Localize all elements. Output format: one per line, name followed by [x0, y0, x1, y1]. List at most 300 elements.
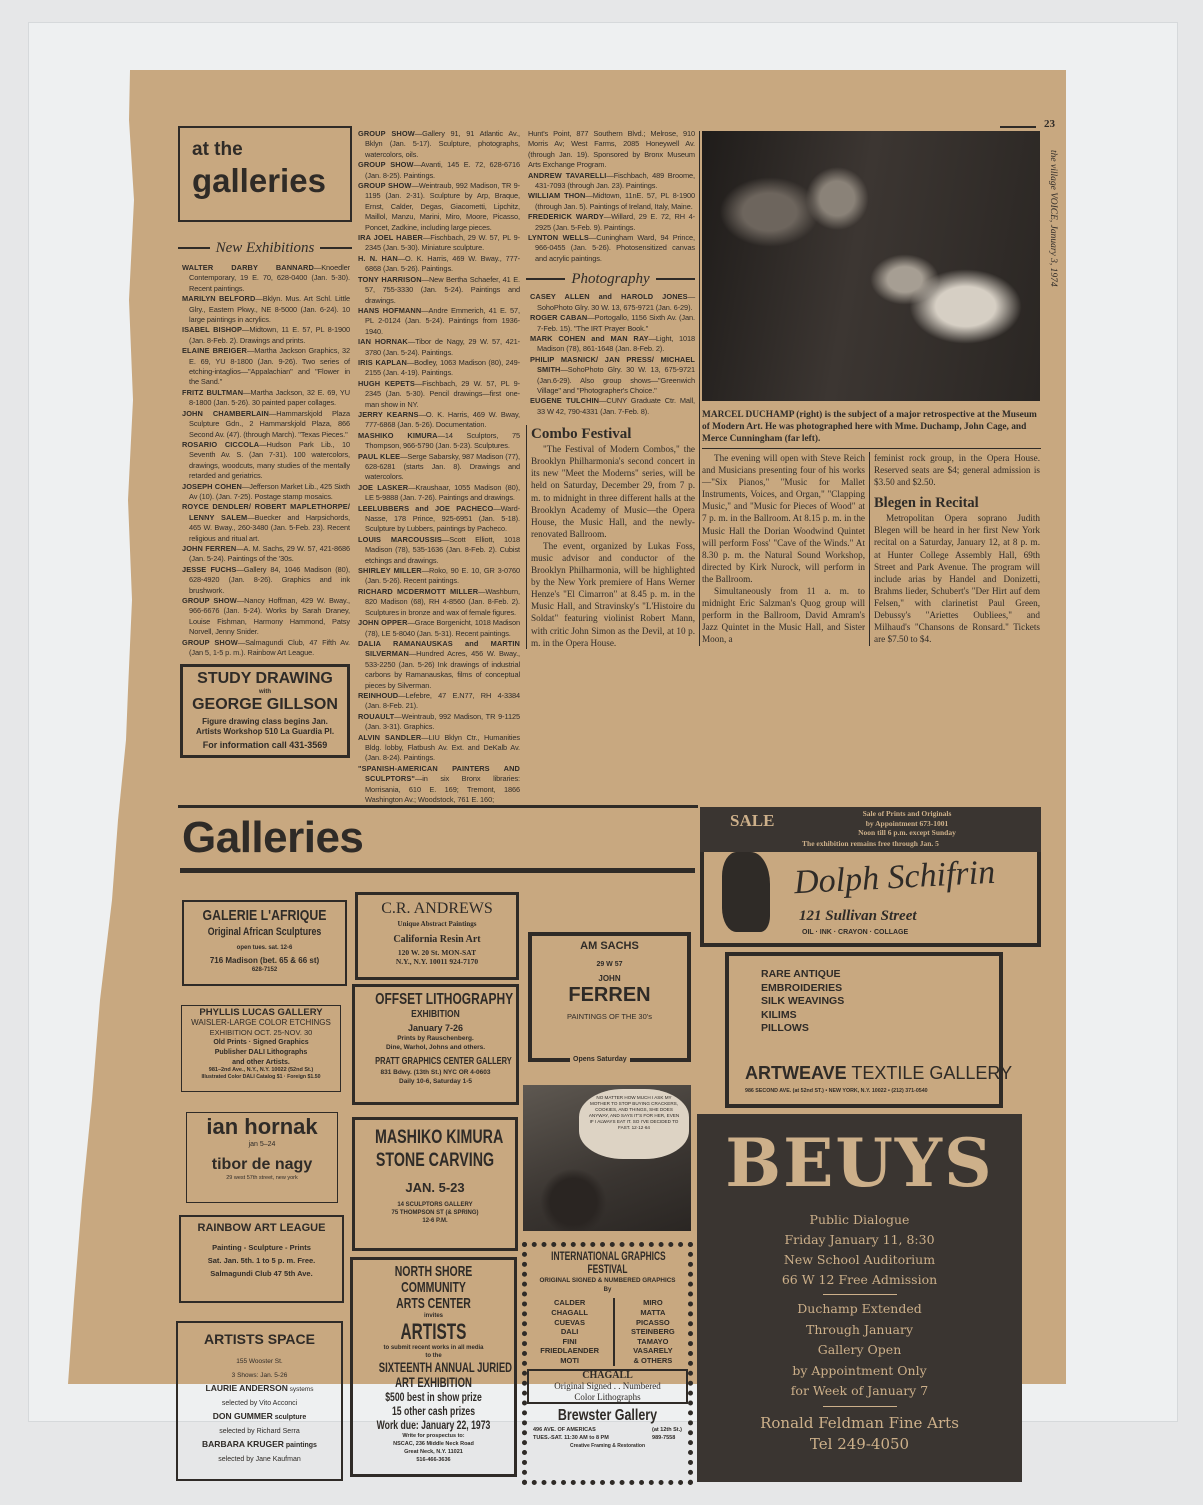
ad-text: by Appointment Only [792, 1362, 927, 1378]
ad-text: systems [289, 1386, 314, 1394]
ad-text: PAINTINGS OF THE 30's [567, 1012, 652, 1022]
ad-text: 3 Shows: Jan. 5-26 [231, 1371, 288, 1379]
ad-text: ART EXHIBITION [395, 1374, 472, 1391]
listing-entry [530, 355, 695, 397]
listing-artist: DALIA RAMANAUSKAS and MARTIN SILVERMAN [358, 638, 520, 659]
listing-detail: —Hundred Acres, 456 W. Bway., 533-2250 (Jan. 5-26) Ink drawings of industrial carbons by Ramanauskas, films of conceptual pieces by Silverman. [365, 649, 520, 690]
listing-detail: —Hudson Park Lib., 10 Seventh Av. S. (Jan 7-31). 100 watercolors, drawings, woodcuts, many studies of the mentally retarded and geriatrics. [189, 439, 350, 481]
listing-detail: —Jefferson Market Lib., 425 Sixth Av (10). (Jan. 7-25). Postage stamp mosaics. [189, 481, 350, 501]
listing-artist: TONY HARRISON [358, 274, 422, 284]
listing-detail: —Andre Emmerich, 41 E. 57, PL 2-0124 (Jan. 5-24). Paintings from 1936-1940. [365, 305, 520, 336]
ad-address: 121 Sullivan Street [799, 908, 917, 925]
artist-name: CUEVAS [554, 1317, 585, 1327]
ad-signature: Dolph Schifrin [793, 854, 996, 902]
listing-detail: —Light, 1018 Madison (78), 861-1648 (Jan. 8-Feb. 2). [537, 333, 696, 354]
ad-phone: 628-7152 [251, 967, 278, 974]
chagall-box [527, 1369, 688, 1405]
listing-detail: —Midtown, 11 E. 57, PL 8-1900 (Jan. 8-Feb. 2). Drawings and prints. [189, 325, 350, 345]
artist-name: MATTA [640, 1308, 666, 1317]
ad-title: FERREN [568, 984, 651, 1007]
listing-entry [358, 129, 520, 160]
listing-detail: —Gallery 84, 1046 Madison (80), 628-4920 (Jan. 8-26). Graphics and ink brushwork. [189, 564, 351, 595]
ad-text: selected by Richard Serra [219, 1427, 300, 1435]
ad-address: 29 west 57th street, new york [226, 1175, 298, 1182]
listing-artist: LOUIS MARCOUSSIS [358, 534, 442, 544]
divider [823, 1406, 897, 1407]
listing-artist: H. N. HAN [358, 253, 398, 263]
ad-text: jan 5–24 [248, 1141, 276, 1149]
ad-text: FESTIVAL [587, 1262, 628, 1277]
listing-entry [182, 482, 350, 503]
ad-address: 120 W. 20 St. MON-SAT [397, 948, 477, 958]
column-header-line1: at the [192, 139, 243, 160]
listing-detail: —Martha Jackson, 32 E. 69, YU 8-1800 (Jan. 5-26). 30 painted paper collages. [189, 387, 350, 408]
ad-gallery: Ronald Feldman Fine Arts [760, 1413, 959, 1432]
ad-artist: DON GUMMER [212, 1411, 273, 1422]
ad-title: BEUYS [725, 1124, 994, 1203]
listing-detail: —Gallery 91, 91 Atlantic Av., Bklyn (Jan. 5-17). Sculpture, photographs, watercolors, oils. [365, 129, 520, 159]
ad-text: Public Dialogue [809, 1212, 910, 1228]
article-headline: Combo Festival [531, 426, 632, 443]
column-header-box [178, 126, 352, 222]
listing-entry [358, 733, 520, 764]
listing-detail: —Midtown, 11nE. 57, PL 8-1900 (through Jan. 5). Paintings of Ireland, Italy, Maine. [535, 191, 695, 211]
listing-detail: —A. M. Sachs, 29 W. 57, 421-8686 (Jan. 5-24). Paintings of the '30s. [189, 543, 350, 564]
listing-detail: —Nancy Hoffman, 429 W. Bway., 966-6676 (Jan. 5-24). Works by Sarah Draney, Louise Fishman, Harmony Hammond, Patsy Norvell, Jenny Snider. [189, 596, 350, 637]
ad-title: ian hornak [206, 1114, 318, 1140]
listing-detail: —Knoedler Contemporary, 19 E. 70, 628-0400 (Jan. 5-30). Recent paintings. [189, 263, 350, 293]
ad-phyllis-lucas [181, 1005, 341, 1092]
section-photography [526, 270, 695, 288]
right-column [699, 131, 1041, 646]
ad-text: SIXTEENTH ANNUAL JURIED [378, 1359, 513, 1376]
artist-list [540, 1298, 615, 1365]
ad-phone: N.Y., N.Y. 10011 924-7170 [395, 957, 479, 967]
thought-bubble [579, 1089, 689, 1159]
listing-artist: ISABEL BISHOP [182, 325, 243, 335]
ad-text: NSCAC, 236 Middle Neck Road [393, 1441, 474, 1448]
listing-entry [528, 171, 695, 192]
listings-photography [526, 292, 695, 417]
ad-text: TUES.-SAT. 11:30 AM to 8 PM [533, 1435, 609, 1442]
study-drawing-ad [180, 664, 350, 758]
listing-detail: —SohoPhoto Glry. 30 W. 13, 675-9721 (Jan.6-29). Also group shows—"Greenwich Village" and "Photographer's Choice." [537, 365, 695, 395]
listing-artist: HUGH KEPETS [358, 378, 415, 388]
listing-entry [182, 388, 350, 409]
listing-entry [358, 452, 520, 483]
listing-artist: GROUP SHOW [358, 160, 414, 170]
article-paragraph: "The Festival of Modern Combos," the Brooklyn Philharmonia's second concert in its new "Meet the Moderns" series, will be held on Saturday, December 29, from 7 p. m. to midnight in three different halls at the Brooklyn Academy of Music—the Opera House, the Music Hall, and the newly-renovated Ballroom. [531, 444, 695, 539]
ad-artist: JOHN [598, 974, 621, 984]
listing-artist: "SPANISH-AMERICAN PAINTERS AND SCULPTORS" [358, 763, 520, 784]
ad-title: STONE CARVING [375, 1150, 495, 1172]
ad-text: ARTS CENTER [396, 1295, 471, 1313]
listing-detail: —Serge Sabarsky, 987 Madison (77), 628-6281 (starts Jan. 8). Drawings and watercolors. [365, 451, 520, 482]
listing-artist: ANDREW TAVARELLI [528, 170, 607, 180]
artist-name: CHAGALL [551, 1308, 588, 1317]
ad-text: Gallery Open [817, 1342, 902, 1358]
ad-phone: For information call 431-3569 [202, 740, 328, 751]
listing-artist: PAUL KLEE [358, 451, 401, 461]
ad-gallery: tibor de nagy [211, 1156, 313, 1174]
artist-list [631, 1298, 675, 1365]
article-paragraph: The evening will open with Steve Reich and Musicians presenting four of his works—"Six Pianos," "Music for Mallet Instruments, Voices, and Organ," "Clapping Music," and "Music for Pieces of Wood" at 7 p. m. in the Ballroom. At 8.15 p. m. in the Music Hall the Dorian Woodwind Quintet will perform Foss' "Cave of the Winds." At 8.30 p. m. the Natural Sound Workshop, directed by Kirk Nurock, will perform in the Ballroom. [702, 453, 865, 584]
listing-entry [358, 233, 520, 254]
ad-address: 75 THOMPSON ST (& SPRING) [391, 1210, 479, 1217]
ad-gallery: AM SACHS [576, 940, 643, 953]
ad-text: 15 other cash prizes [391, 1404, 476, 1419]
ad-title: MASHIKO KIMURA [375, 1127, 504, 1149]
listing-detail: —Bklyn. Mus. Art Schl. Little Glry., Eastern Pkwy., NE 8-5000 (Jan. 6-24). 10 large paintings in acrylics. [189, 294, 350, 325]
ad-text: (at 12th St.) [652, 1427, 682, 1434]
ad-artist: LAURIE ANDERSON [205, 1383, 288, 1394]
right-column-article [870, 452, 1040, 646]
galleries-heading: Galleries [182, 813, 364, 863]
listing-entry [530, 313, 695, 334]
ad-text: EXHIBITION OCT. 25-NOV. 30 [209, 1028, 313, 1038]
ad-cr-andrews [355, 892, 519, 980]
listing-artist: JOHN CHAMBERLAIN [182, 408, 269, 418]
ad-north-shore [350, 1257, 517, 1477]
artist-name: FINI [562, 1336, 577, 1346]
ad-artweave [725, 952, 1013, 1108]
listing-entry [528, 212, 695, 233]
fasting-photo [523, 1085, 691, 1231]
combo-festival-article [526, 425, 695, 649]
article-paragraph: feminist rock group, in the Opera House. Reserved seats are $4; general admission is $3.50 and $2.50. [874, 453, 1040, 488]
listing-artist: IRIS KAPLAN [358, 357, 407, 367]
ad-text: paintings [285, 1442, 317, 1450]
ad-text: NORTH SHORE [394, 1263, 473, 1281]
duchamp-photo [702, 131, 1040, 401]
listing-entry [182, 409, 350, 440]
listing-artist: MARK COHEN and MAN RAY [530, 333, 649, 343]
section-rule [178, 805, 698, 808]
ad-text: 989-7558 [652, 1435, 676, 1442]
ad-text: Figure drawing class begins Jan. [202, 717, 328, 727]
artist-name: CALDER [553, 1298, 586, 1308]
listing-entry [358, 566, 520, 587]
listing-artist: HANS HOFMANN [358, 305, 422, 315]
ad-address: 29 W 57 [596, 961, 623, 969]
listing-detail: —SohoPhoto Glry. 30 W. 13, 675-9721 (Jan. 6-29). [537, 292, 695, 312]
listing-entry [358, 504, 520, 535]
ad-text: Old Prints · Signed Graphics [213, 1039, 309, 1047]
ad-title: C.R. ANDREWS [381, 900, 493, 918]
ad-text: 12-6 P.M. [422, 1218, 448, 1225]
listing-artist: JOHN FERREN [182, 543, 237, 553]
ad-text: EXHIBITION [411, 1009, 460, 1021]
ad-text: to submit recent works in all media [383, 1345, 484, 1352]
listing-artist: FREDERICK WARDY [528, 212, 604, 222]
publication-line: the village VOICE, January 3, 1974 [1048, 150, 1058, 287]
artist-name: TAMAYO [637, 1336, 669, 1346]
listing-artist: WILLIAM THON [528, 191, 586, 201]
ad-title: CHAGALL [582, 1369, 633, 1381]
artist-name: FRIEDLAENDER [540, 1346, 599, 1356]
listing-artist: ROUAULT [358, 711, 395, 721]
ad-dolph-schifrin [700, 852, 1041, 947]
ad-title: STUDY DRAWING [197, 670, 333, 688]
ad-text: Unique Abstract Paintings [397, 920, 477, 929]
ad-address: 716 Madison (bet. 65 & 66 st) [209, 956, 320, 966]
ad-international-graphics [522, 1242, 693, 1485]
listing-entry [182, 544, 350, 565]
ad-title: RAINBOW ART LEAGUE [197, 1222, 326, 1235]
listing-artist: GROUP SHOW [358, 129, 415, 138]
ad-item: RARE ANTIQUE [761, 968, 841, 981]
article-paragraph: The event, organized by Lukas Foss, music advisor and conductor of the Brooklyn Philharmonia, will be highlighted by the New York premiere of Hans Werner Henze's "El Cimarron" at 8.45 p. m. in the Music Hall, and Stravinsky's "L'Histoire du Soldat" featuring violinist Robert Mann, with critic John Simon as the Devil, at 10 p. m. in the Opera House. [531, 540, 695, 648]
ad-text: Great Neck, N.Y. 11021 [404, 1449, 463, 1456]
listing-artist: JESSE FUCHS [182, 564, 237, 574]
ad-title: ARTWEAVE [745, 1063, 847, 1084]
listing-artist: JERRY KEARNS [358, 409, 419, 419]
ad-text: $500 best in show prize [385, 1390, 482, 1405]
ad-title: TEXTILE GALLERY [851, 1063, 1013, 1084]
ad-text: Daily 10-6, Saturday 1-5 [399, 1078, 472, 1086]
ad-text: Dine, Warhol, Johns and others. [385, 1044, 486, 1052]
listing-entry [358, 275, 520, 306]
ad-title: PHYLLIS LUCAS GALLERY [199, 1007, 323, 1019]
ad-text: WAISLER-LARGE COLOR ETCHINGS [191, 1018, 331, 1028]
listing-entry [358, 181, 520, 233]
ad-item: KILIMS [761, 1008, 797, 1021]
ad-sale [700, 807, 1041, 852]
section-title: Photography [571, 271, 650, 288]
ad-text: Opens Saturday [570, 1055, 630, 1064]
listing-detail: —in six Bronx libraries: Morrisania, 610 E. 169; Tremont, 1866 Washington Av.; Woodstock, 761 E. 160; [365, 774, 520, 804]
ad-text: Noon till 6 p.m. except Sunday [858, 828, 956, 838]
ad-item: PILLOWS [761, 1022, 809, 1035]
ad-text: Creative Framing & Restoration [569, 1443, 646, 1450]
ad-text: with [259, 689, 271, 696]
listing-detail: —Cuningham Ward, 94 Prince, 966-0455 (Jan. 5-26). Photosensitized canvas and acrylic paintings. [535, 233, 695, 263]
ad-gallery: PRATT GRAPHICS CENTER GALLERY [375, 1056, 512, 1068]
combo-festival-continued [702, 452, 870, 646]
listing-artist: ELAINE BREIGER [182, 346, 247, 356]
ad-ian-hornak [186, 1112, 338, 1203]
ad-text: Illustrated Color DALI Catalog $1 · Foreign $1.50 [201, 1074, 321, 1081]
ad-text: Sale of Prints and Originals [862, 809, 952, 819]
ad-artists-space [176, 1321, 343, 1481]
ad-text: invites [423, 1313, 443, 1320]
listing-entry [182, 294, 350, 325]
ad-text: January 7-26 [407, 1023, 464, 1034]
ad-text: Through January [805, 1321, 914, 1337]
listing-artist: WALTER DARBY BANNARD [182, 263, 314, 272]
ad-text: The exhibition remains free through Jan. 5 [802, 839, 939, 849]
listing-entry [358, 410, 520, 431]
ad-item: EMBROIDERIES [761, 981, 843, 994]
listings-col2 [358, 129, 520, 805]
listing-detail: —New Bertha Schaefer, 41 E. 57, 755-3330 (Jan. 5-24). Paintings and drawings. [365, 274, 520, 305]
article-paragraph: Simultaneously from 11 a. m. to midnight Eric Salzman's Quog group will perform in the Ballroom, David Amram's Jazz Quintet in the Music Hall, and Sister Moon, a [702, 586, 865, 645]
ad-text: ARTISTS [400, 1319, 467, 1345]
listing-entry [358, 764, 520, 806]
ad-title: SALE [730, 811, 775, 831]
ad-rainbow-art-league [179, 1215, 344, 1303]
listing-detail: —Kraushaar, 1055 Madison (80), LE 5-9888 (Jan. 7-26). Paintings and drawings. [365, 482, 520, 503]
ad-text: INTERNATIONAL GRAPHICS [551, 1249, 666, 1264]
listing-entry [530, 396, 695, 417]
listing-entry [358, 379, 520, 410]
ad-title: ARTISTS SPACE [204, 1331, 315, 1348]
ad-dates: JAN. 5-23 [405, 1180, 465, 1196]
artist-name: & OTHERS [633, 1355, 673, 1365]
listings-col1 [182, 263, 350, 658]
listing-entry [182, 502, 350, 544]
ink-blot [722, 852, 770, 932]
listing-detail: —Fischbach, 29 W. 57, PL 9-2345 (Jan. 5-30). Pencil drawings—first one-man show in NY. [365, 378, 521, 409]
listing-detail: —Hammarskjold Plaza Sculpture Gdn., 2 Hammarskjold Plaza, 866 Second Av. (47). (through March). "Texas Pieces." [189, 408, 350, 439]
photo-caption: MARCEL DUCHAMP (right) is the subject of a major retrospective at the Museum of Modern Art. He was photographed here with Mme. Duchamp, John Cage, and Merce Cunningham (far left). [702, 409, 1041, 449]
artist-name: STEINBERG [631, 1327, 675, 1337]
ad-text: Sat. Jan. 5th. 1 to 5 p. m. Free. [207, 1256, 316, 1266]
ad-address: Salmagundi Club 47 5th Ave. [210, 1269, 313, 1279]
listing-entry [358, 337, 520, 358]
listing-detail: —O. K. Harris, 469 W. Bway., 777-6868 (Jan. 5-26). Paintings. [365, 253, 520, 274]
divider [823, 1294, 897, 1295]
listing-entry [358, 431, 520, 452]
column-header-line2: galleries [192, 162, 326, 199]
listing-entry [358, 483, 520, 504]
ad-title: OFFSET LITHOGRAPHY [375, 991, 514, 1009]
ad-address: 155 Wooster St. [236, 1358, 283, 1366]
listing-artist: PHILIP MASNICK/ JAN PRESS/ MICHAEL SMITH [530, 354, 695, 375]
artist-name: PICASSO [636, 1317, 670, 1327]
listing-detail: —Scott Elliott, 1018 Madison (78), 535-1636 (Jan. 8-Feb. 2). Cubist etchings and drawings. [365, 534, 520, 565]
ad-gallery: Brewster Gallery [557, 1407, 658, 1425]
listing-entry [182, 440, 350, 482]
listing-detail: —Weintraub, 992 Madison, TR 9-1125 (Jan. 3-31). Graphics. [365, 711, 520, 732]
ad-text: and other Artists. [232, 1059, 290, 1067]
listing-detail: —14 Sculptors, 75 Thompson, 966-5790 (Jan. 5-23). Sculptures. [365, 430, 520, 451]
listing-detail: —CUNY Graduate Ctr. Mall, 33 W 42, 790-4331 (Jan. 7-Feb. 8). [537, 396, 695, 416]
artist-name: MOTI [560, 1355, 579, 1365]
column-1 [178, 126, 352, 758]
listing-detail: —Portogallo, 1156 Sixth Av. (Jan. 7-Feb. 15). "The IRT Prayer Book." [537, 313, 695, 333]
ad-text: selected by Jane Kaufman [218, 1455, 301, 1463]
listing-entry [182, 263, 350, 294]
listing-detail: —Buecker and Harpsichords, 465 W. Bway., 260-3480 (Jan. 5-Feb. 23). Recent religious and ritual art. [189, 512, 350, 543]
listing-artist: IRA JOEL HABER [358, 233, 423, 243]
ad-address: 981–2nd Ave., N.Y., N.Y. 10022 (52nd St.) [208, 1067, 314, 1074]
listing-artist: REINHOUD [358, 690, 399, 700]
listing-detail: —Weintraub, 992 Madison, TR 9-1195 (Jan. 2-31). Sculpture by Arp, Braque, Ernst, Calder, Degas, Giacometti, Lipchitz, Maillol, Manzu, Marini, Miro, Moore, Picasso, Poncet, Zadkine, including large pieces. [365, 181, 520, 232]
listing-artist: ROYCE DENDLER/ ROBERT MAPLETHORPE/ LENNY SALEM [182, 502, 350, 522]
listing-detail: —Grace Borgenicht, 1018 Madison (78), LE 5-8040 (Jan. 5-31). Recent paintings. [365, 618, 520, 638]
listing-entry [182, 596, 350, 638]
ad-text: by Appointment 673-1001 [865, 818, 949, 828]
artist-name: DALI [560, 1327, 579, 1337]
column-3 [526, 129, 695, 649]
ad-phone: Tel 249-4050 [809, 1434, 910, 1453]
listing-artist: EUGENE TULCHIN [530, 396, 600, 406]
ad-text: selected by Vito Acconci [221, 1399, 298, 1407]
listing-detail: —Tibor de Nagy, 29 W. 57, 421-3780 (Jan. 5-24). Paintings. [365, 337, 520, 357]
ad-text: Color Lithographs [574, 1391, 641, 1402]
listing-entry [358, 618, 520, 639]
listing-artist: ALVIN SANDLER [358, 732, 422, 742]
ad-text: By [603, 1286, 612, 1293]
listing-entry [528, 233, 695, 264]
listing-artist: IAN HORNAK [358, 337, 408, 347]
section-title: New Exhibitions [215, 240, 315, 256]
listing-entry [358, 587, 520, 618]
listing-entry [182, 325, 350, 346]
listing-entry [358, 254, 520, 275]
listing-entry [530, 334, 695, 355]
ad-mashiko-kimura [352, 1117, 518, 1251]
listing-detail: —Bodley, 1063 Madison (80), 249-2155 (Jan. 4-19). Paintings. [365, 357, 520, 378]
ad-text: Work due: January 22, 1973 [376, 1418, 491, 1433]
listing-artist: GROUP SHOW [358, 181, 412, 191]
ad-text: Write for prospectus to: [402, 1433, 465, 1440]
ad-text: Friday January 11, 8:30 [784, 1232, 935, 1248]
listing-entry [358, 358, 520, 379]
section-new-exhibitions [178, 239, 352, 257]
listing-detail: —Fischbach, 29 W. 57, PL 9-2345 (Jan. 5-30). Miniature sculpture. [365, 233, 520, 253]
listing-detail: —Ward-Nasse, 178 Prince, 925-6951 (Jan. 5-18). Sculpture by Lubbers, paintings by Pacheco. [365, 503, 520, 534]
ad-text: Artists Workshop 510 La Guardia Pl. [195, 727, 335, 737]
listing-entry [358, 712, 520, 733]
listing-artist: GROUP SHOW [182, 637, 238, 647]
ad-text: California Resin Art [393, 934, 481, 946]
ad-address: 831 Bdwy. (13th St.) NYC OR 4-0603 [380, 1069, 491, 1077]
listing-detail: —Willard, 29 E. 72, RH 4-2925 (Jan. 5-Feb. 9). Paintings. [535, 212, 695, 232]
listing-artist: JOE LASKER [358, 482, 409, 492]
listing-artist: MARILYN BELFORD [182, 294, 256, 304]
ad-item: SILK WEAVINGS [761, 995, 845, 1008]
heading-rule [180, 868, 695, 873]
listing-artist: FRITZ BULTMAN [182, 387, 244, 397]
listing-artist: ROGER CABAN [530, 313, 588, 323]
ad-text: 66 W 12 Free Admission [781, 1272, 938, 1288]
ad-text: Duchamp Extended [797, 1301, 922, 1317]
page-number: 23 [1044, 118, 1055, 130]
ad-text: Original Signed . . Numbered [554, 1381, 661, 1392]
listing-artist: MASHIKO KIMURA [358, 430, 438, 440]
listing-entry [182, 638, 350, 659]
listing-entry [182, 565, 350, 596]
article-columns [702, 452, 1041, 646]
listings-col3 [526, 129, 695, 264]
ad-text: COMMUNITY [401, 1279, 466, 1297]
listing-detail: —Roko, 90 E. 10, GR 3-0760 (Jan. 5-26). Recent paintings. [365, 566, 520, 586]
listing-detail: —Avanti, 145 E. 72, 628-6716 (Jan. 8-25). Paintings. [365, 160, 520, 180]
listing-detail: —LIU Bklyn Ctr., Humanities Bldg. lobby, Flatbush Av. Ext. and DeKalb Av. (Jan. 8-24). Paintings. [365, 732, 520, 763]
ad-offset-lithography [352, 984, 519, 1105]
listing-artist: LEELUBBERS and JOE PACHECO [358, 503, 494, 513]
listing-entry [358, 691, 520, 712]
bubble-date: 12·12·64 [631, 1125, 650, 1131]
listing-entry [530, 292, 695, 313]
listing-artist: RICHARD MCDERMOTT MILLER [358, 586, 479, 596]
ad-title: GEORGE GILLSON [192, 696, 338, 714]
ad-text: ORIGINAL SIGNED & NUMBERED GRAPHICS [539, 1277, 676, 1285]
bubble-text: NO MATTER HOW MUCH I ASK MY MOTHER TO STOP BUYING CRACKERS, COOKIES, AND THINGS, SHE DOES ANYWAY, AND SAYS IT'S FOR HER, EVEN IF I ALWAYS EAT IT. SO I'VE DECIDED TO FAST. [588, 1095, 680, 1131]
ad-text: 496 AVE. OF AMERICAS [533, 1427, 596, 1434]
ad-gallery: 14 SCULPTORS GALLERY [397, 1202, 473, 1209]
listing-artist: SHIRLEY MILLER [358, 566, 422, 576]
listing-detail: —Salmagundi Club, 47 Fifth Av. (Jan 5, 1-5 p. m.). Rainbow Art League. [189, 637, 350, 658]
listing-detail: —Lefebre, 47 E.N77, RH 4-3384 (Jan. 8-Feb. 21). [365, 690, 520, 711]
ad-text: Painting - Sculpture - Prints [212, 1243, 311, 1253]
ad-am-sachs [528, 932, 691, 1062]
listing-artist: CASEY ALLEN and HAROLD JONES [530, 292, 688, 302]
ad-beuys [697, 1114, 1022, 1482]
listing-entry [358, 639, 520, 691]
